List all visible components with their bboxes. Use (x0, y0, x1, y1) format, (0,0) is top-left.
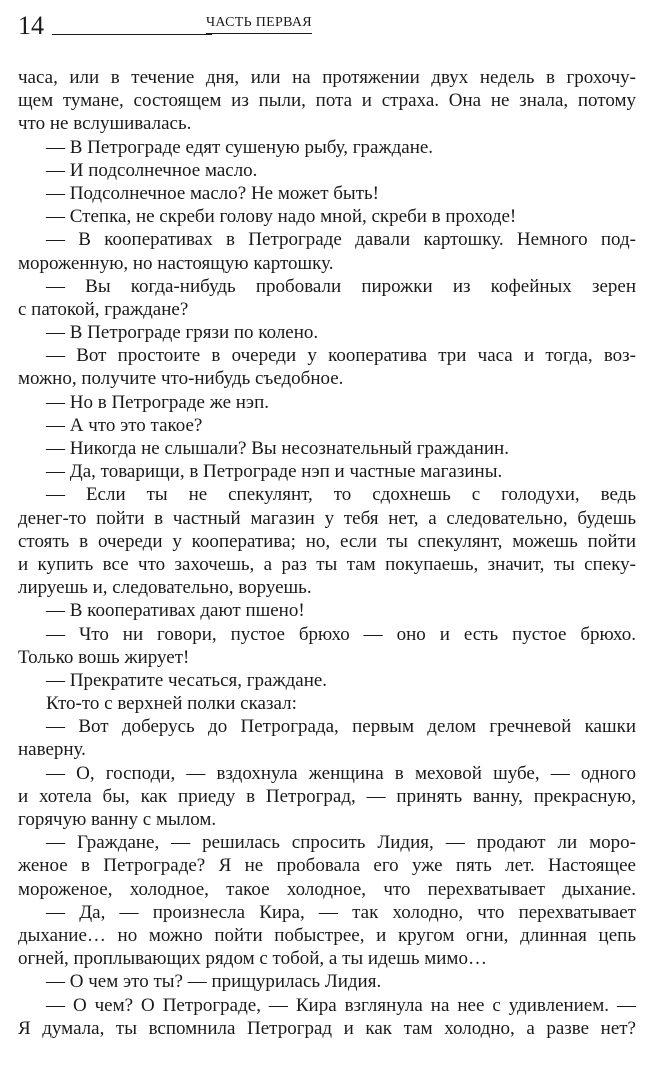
text-line: — В Петрограде едят сушеную рыбу, граждане. (46, 136, 434, 158)
text-line: — Если ты не спекулянт, то сдохнешь с голодухи, ведь (46, 484, 636, 506)
text-line: — Вот доберусь до Петрограда, первым делом гречневой кашки (46, 716, 636, 738)
text-line: наверну. (18, 739, 86, 761)
header-rule (52, 34, 212, 35)
text-line: — Подсолнечное масло? Не может быть! (46, 182, 379, 204)
text-line: денег-то пойти в частный магазин у тебя нет, а следовательно, будешь (18, 507, 636, 529)
text-line: — Никогда не слышали? Вы несознательный гражданин. (46, 438, 509, 459)
text-line: — Вы когда-нибудь пробовали пирожки из кофейных зерен (46, 275, 636, 297)
text-line: Я думала, ты вспомнила Петроград и как там холодно, а разве нет? (18, 1017, 636, 1039)
text-line: — И подсолнечное масло. (46, 159, 258, 181)
text-line: и хотела бы, как приеду в Петроград, — принять ванну, прекрасную, (18, 785, 636, 807)
text-line: — Да, — произнесла Кира, — так холодно, что перехватывает (46, 901, 636, 923)
text-line: мороженную, но настоящую картошку. (18, 252, 334, 274)
text-line: — Да, товарищи, в Петрограде нэп и частные магазины. (46, 461, 503, 483)
text-line: — Граждане, — решилась спросить Лидия, — продают ли моро- (46, 832, 636, 854)
text-line: — Вот простоите в очереди у кооператива три часа и тогда, воз- (46, 345, 636, 367)
text-line: с патокой, граждане? (18, 298, 189, 320)
text-line: мороженое, холодное, такое холодное, что перехватывает дыхание. (18, 878, 636, 900)
page-number: 14 (18, 11, 44, 40)
text-line: горячую ванну с мылом. (18, 809, 217, 830)
text-line: — Что ни говори, пустое брюхо — оно и есть пустое брюхо. (46, 623, 636, 645)
text-line: Только вошь жирует! (18, 646, 190, 668)
text-line: щем тумане, состоящем из пыли, пота и страха. Она не знала, потому (18, 90, 636, 112)
text-line: — А что это такое? (46, 414, 203, 436)
text-line: женое в Петрограде? Я не пробовала его уже пять лет. Настоящее (18, 855, 636, 877)
text-line: что не вслушивалась. (18, 113, 192, 135)
text-line: часа, или в течение дня, или на протяжении двух недель в грохочу- (18, 67, 636, 88)
text-line: — Прекратите чесаться, граждане. (46, 669, 328, 691)
text-line: — В кооперативах в Петрограде давали картошку. Немного под- (46, 229, 636, 251)
text-line: и купить все что захочешь, а раз ты там покупаешь, значит, ты спеку- (18, 553, 636, 575)
text-line: — О, господи, — вздохнула женщина в меховой шубе, — одного (46, 762, 636, 784)
text-line: стоять в очереди у кооператива; но, если ты спекулянт, можешь пойти (18, 530, 636, 552)
text-line: — Но в Петрограде же нэп. (46, 391, 270, 413)
body-text (18, 66, 636, 1040)
text-line: лируешь и, следовательно, воруешь. (18, 577, 312, 599)
text-line: дыхание… но можно пойти побыстрее, и кругом огни, длинная цепь (18, 924, 636, 946)
text-line: — В Петрограде грязи по колено. (46, 322, 319, 344)
running-head: ЧАСТЬ ПЕРВАЯ (206, 14, 312, 34)
page-header (18, 10, 638, 44)
text-line: можно, получите что-нибудь съедобное. (18, 368, 344, 390)
text-line: — О чем это ты? — прищурилась Лидия. (46, 971, 382, 993)
text-line: Кто-то с верхней полки сказал: (46, 693, 297, 715)
text-line: огней, проплывающих рядом с тобой, а ты идешь мимо… (18, 948, 487, 970)
text-line: — Степка, не скреби голову надо мной, скреби в проходе! (46, 206, 517, 228)
text-line: — В кооперативах дают пшено! (46, 600, 305, 622)
text-line: — О чем? О Петрограде, — Кира взглянула на нее с удивлением. — (46, 994, 636, 1016)
